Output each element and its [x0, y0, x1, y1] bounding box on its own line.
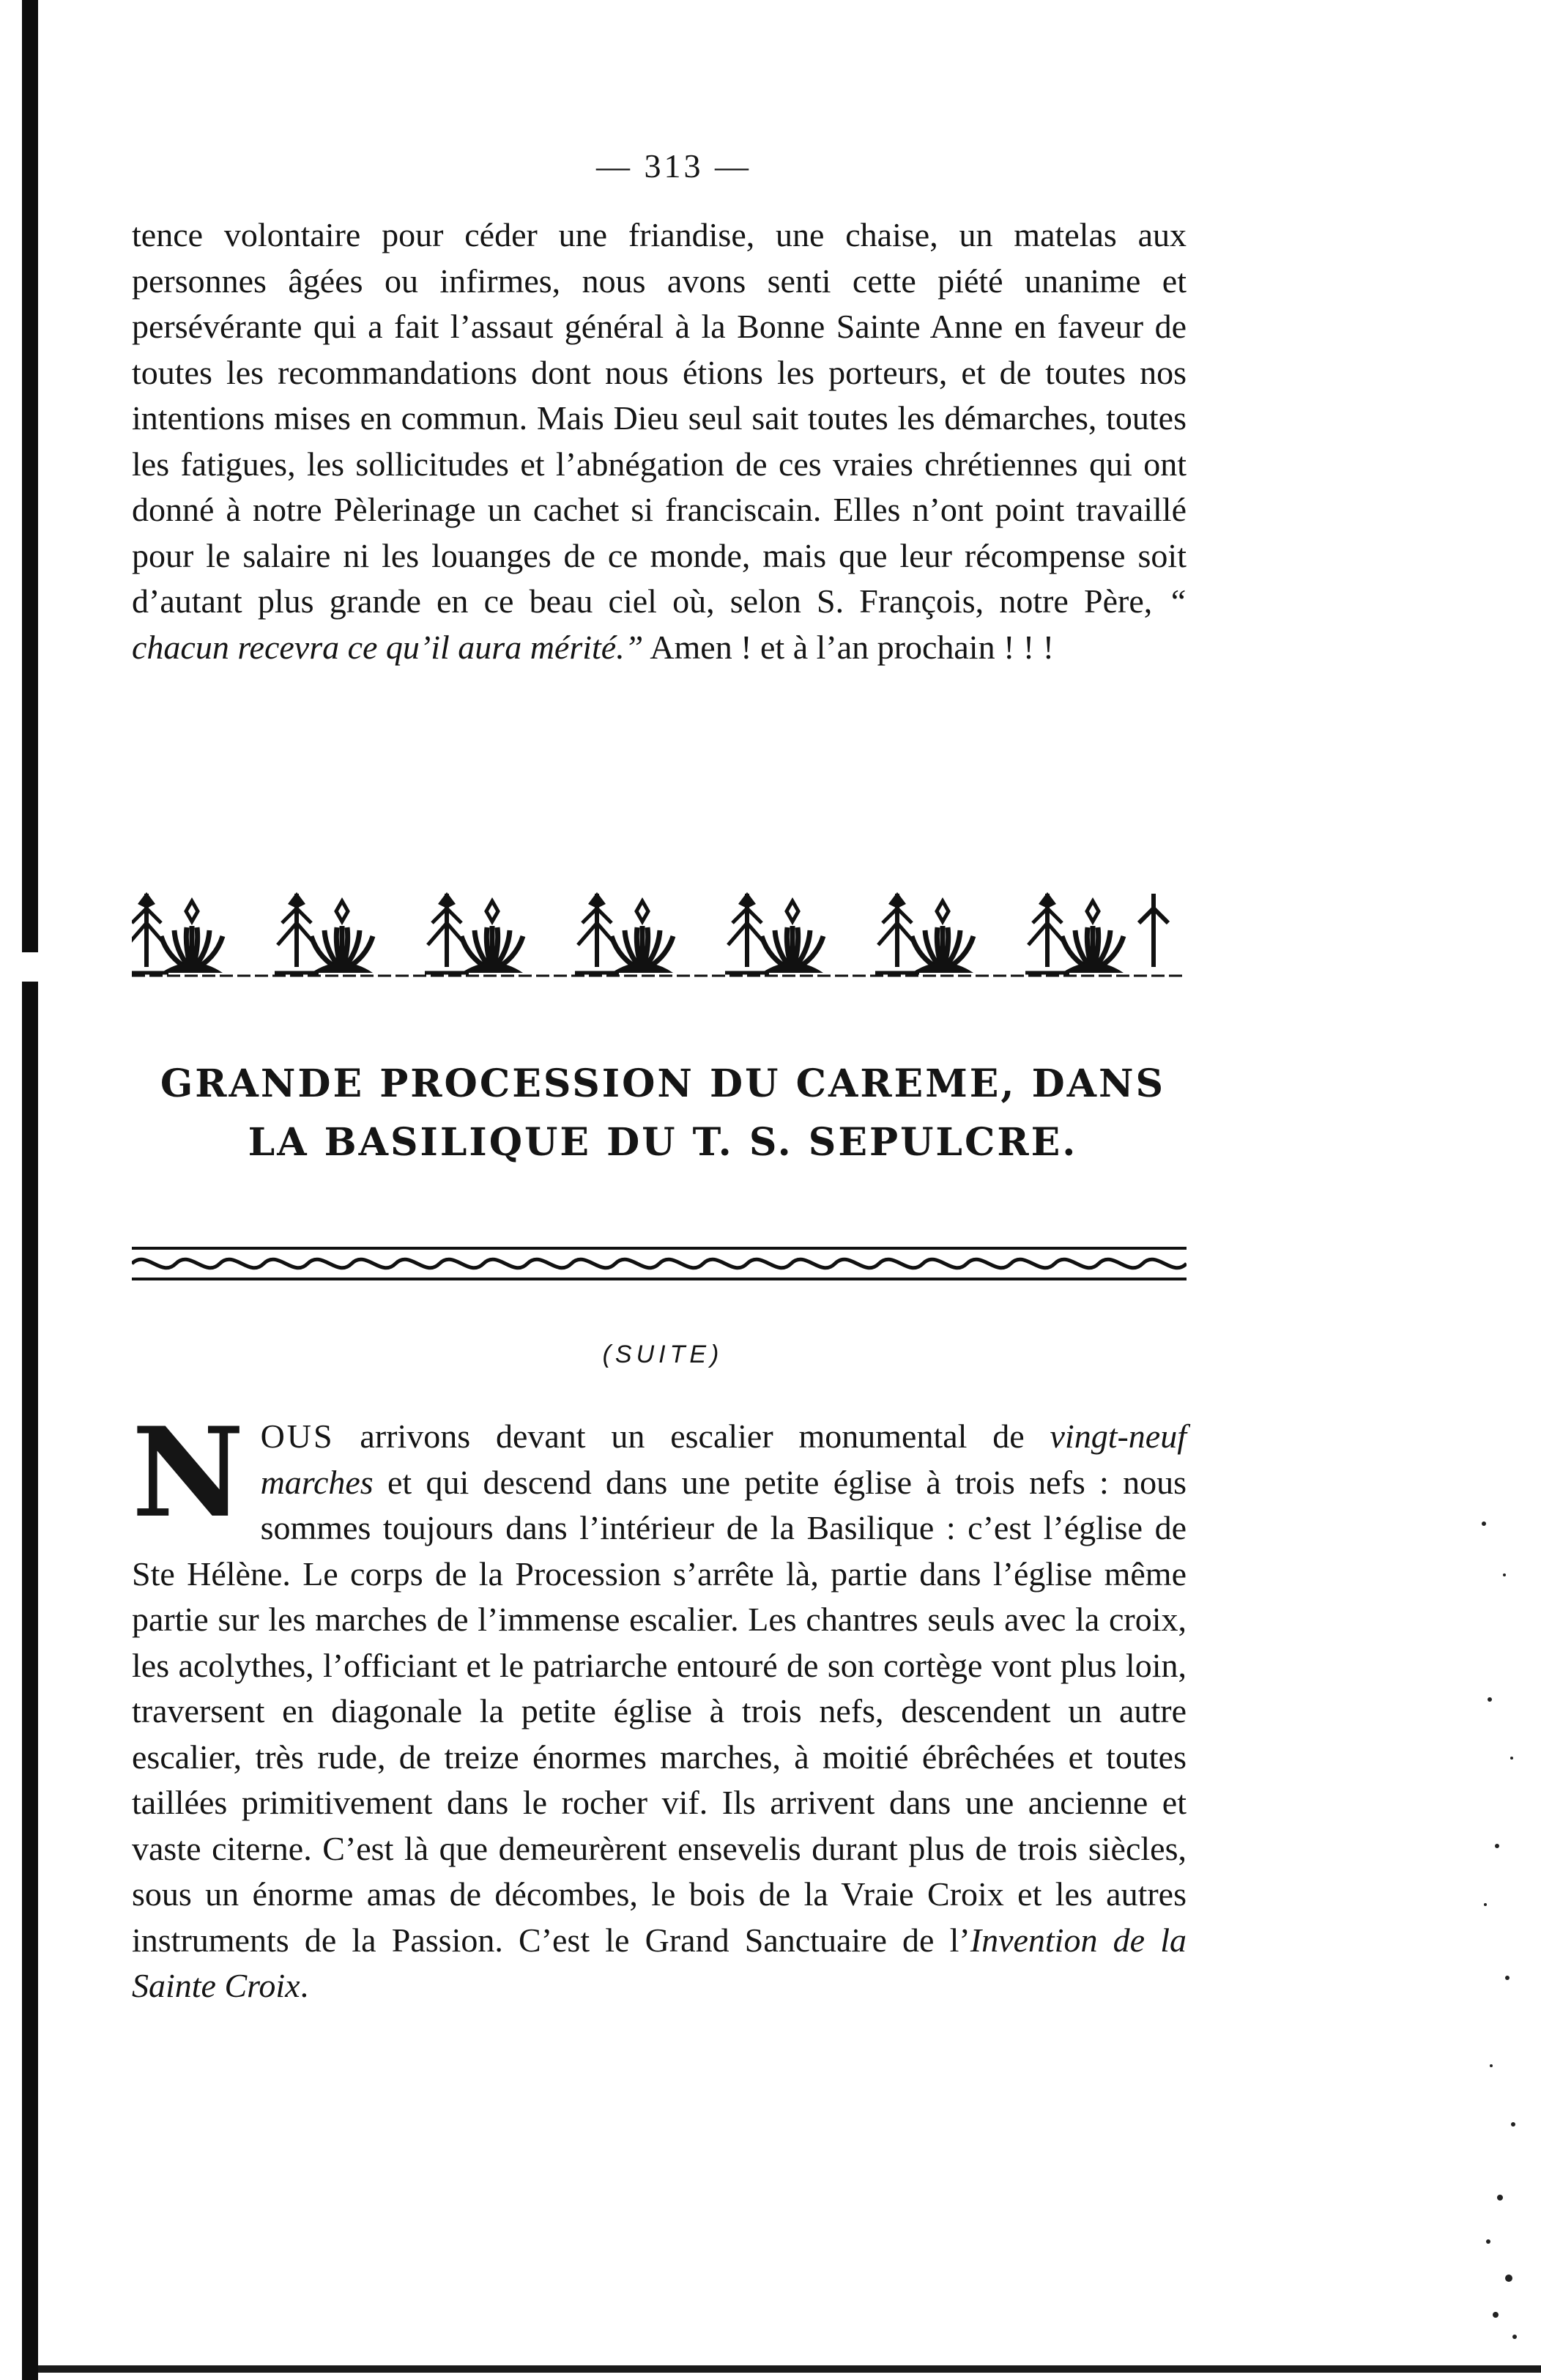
palmette-ornament [132, 872, 1187, 982]
edge-specks [1475, 1465, 1526, 2373]
franciscan-quote: “ chacun recevra ce qu’il aura mérité.” [132, 582, 1187, 666]
body-part-2: et qui descend dans une petite église à trois nefs : nous sommes toujours dans l’intérieur de la Basilique : c’est l’église de Ste Hélène. Le corps de la Procession s’arrête là, partie dans l’église même partie sur les marches de l’immense escalier. Les chantres seuls avec la croix, les acolythes, l’officiant et le patriarche entouré de son cortège vont plus loin, traversent en diagonale la petite église à trois nefs, descendent un autre escalier, très rude, de treize énormes marches, à moitié ébrêchées et toutes taillées primitivement dans le rocher vif. Ils arrivent dans une ancienne et vaste citerne. C’est là que demeurèrent ensevelis durant plus de trois siècles, sous un énorme amas de décombes, le bois de la Vraie Croix et les autres instruments de la Passion. C’est le Grand Sanctuaire de l’ [132, 1463, 1187, 1959]
binding-notch [19, 952, 41, 982]
bottom-page-edge [38, 2365, 1541, 2373]
body-italic-invention: Invention de la Sainte Croix [132, 1921, 1187, 2004]
article-body [132, 1400, 1187, 2146]
first-word-rest: OUS [260, 1417, 335, 1455]
heading-line-2: LA BASILIQUE DU T. S. SEPULCRE. [248, 1120, 1078, 1165]
body-end: . [300, 1967, 309, 2004]
body-italic-marches: vingt-neuf marches [260, 1417, 1187, 1501]
binding-edge [22, 0, 38, 2380]
heading-line-1: GRANDE PROCESSION DU CAREME, DANS [160, 1061, 1166, 1106]
body-part-1: arrivons devant un escalier monumental de [334, 1417, 1050, 1455]
scroll-ornament [132, 1245, 1187, 1282]
closing-line: Amen ! et à l’an prochain ! ! ! [650, 628, 1055, 666]
previous-paragraph: tence volontaire pour céder une friandise, une chaise, un matelas aux personnes âgées ou infirmes, nous avons senti cette piété unanime et persévérante qui a fait l’assaut général à la Bonne Sainte Anne en faveur de toutes les recommandations dont nous étions les porteurs, et de toutes nos intentions mises en commun. Mais Dieu seul sait toutes les démarches, toutes les fatigues, les sollicitudes et l’abnégation de ces vraies chrétiennes qui ont donné à notre Pèlerinage un cachet si franciscain. Elles n’ont point travaillé pour le salaire ni les louanges de ce monde, mais que leur récompense soit d’autant plus grande en ce beau ciel où, selon S. François, notre Père, [132, 216, 1187, 620]
page-number: — 313 — [596, 147, 751, 185]
article-heading [125, 1055, 1201, 1172]
dropcap-letter: N [132, 1400, 245, 1545]
previous-section-text [132, 212, 1187, 813]
continued-label: (SUITE) [602, 1341, 724, 1368]
